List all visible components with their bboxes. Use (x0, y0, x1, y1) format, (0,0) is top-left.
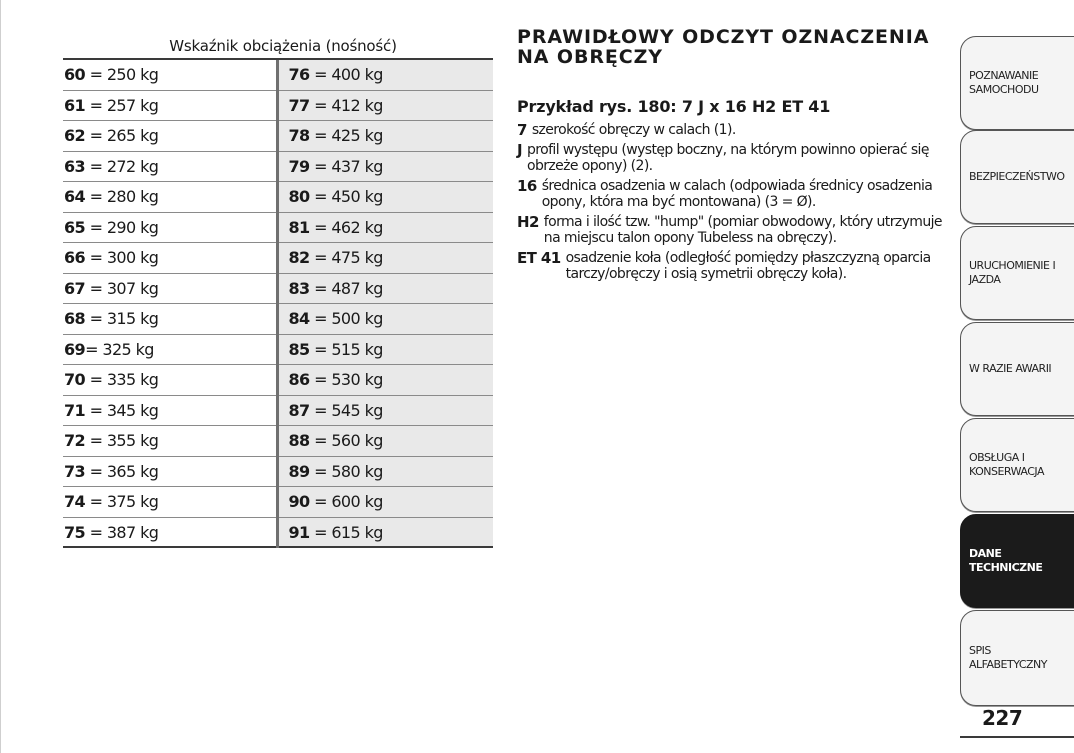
load-index-number: 61 (64, 95, 86, 115)
table-cell-right (279, 60, 494, 91)
definition-item (517, 250, 947, 282)
table-row (63, 426, 493, 457)
table-cell-left (63, 182, 276, 213)
table-row (63, 518, 493, 549)
table-cell-left (63, 487, 276, 518)
definition-term: 16 (517, 177, 537, 195)
load-capacity-value: = 365 kg (85, 461, 159, 481)
load-capacity-value: = 345 kg (85, 400, 159, 420)
table-row (63, 457, 493, 488)
table-row (63, 396, 493, 427)
chapter-tabs (960, 0, 1074, 753)
table-body (63, 60, 493, 548)
table-cell-right (279, 457, 494, 488)
table-cell-right (279, 365, 494, 396)
load-index-number: 87 (288, 400, 310, 420)
table-cell-right (279, 487, 494, 518)
table-row (63, 121, 493, 152)
load-index-number: 64 (64, 187, 86, 206)
section-title (517, 27, 947, 67)
page-edge (0, 0, 1, 753)
table-row (63, 182, 493, 213)
load-index-table (63, 36, 493, 548)
load-capacity-value: = 335 kg (85, 370, 159, 389)
load-index-number: 65 (64, 217, 86, 237)
load-capacity-value: = 375 kg (85, 492, 159, 511)
tab-label: POZNAWANIE SAMOCHODU (969, 69, 1039, 96)
definition-term: H2 (517, 213, 539, 231)
load-capacity-value: = 530 kg (309, 370, 383, 389)
load-index-number: 88 (288, 431, 310, 450)
table-cell-right (279, 518, 494, 549)
tab-label: BEZPIECZEŃSTWO (969, 170, 1065, 183)
table-cell-left (63, 396, 276, 427)
definition-term: 7 (517, 121, 527, 139)
tab-label: SPIS ALFABETYCZNY (969, 644, 1047, 671)
load-capacity-value: = 412 kg (309, 95, 383, 115)
tab-poznawanie-samochodu[interactable] (960, 36, 1074, 130)
load-index-number: 81 (288, 217, 310, 237)
table-cell-left (63, 152, 276, 183)
table-cell-left (63, 335, 276, 366)
table-row (63, 91, 493, 122)
definition-term: ET 41 (517, 249, 561, 267)
table-cell-right (279, 396, 494, 427)
load-capacity-value: = 315 kg (85, 309, 159, 328)
load-index-number: 71 (64, 400, 86, 420)
tab-label: DANE TECHNICZNE (969, 547, 1043, 574)
load-capacity-value: = 300 kg (85, 248, 159, 267)
load-index-number: 63 (64, 156, 86, 176)
load-capacity-value: = 307 kg (85, 278, 159, 298)
table-row (63, 243, 493, 274)
definition-item (517, 122, 947, 138)
table-cell-right (279, 182, 494, 213)
load-capacity-value: = 400 kg (309, 65, 383, 84)
table-row (63, 304, 493, 335)
table-cell-left (63, 121, 276, 152)
page-number-rule (960, 736, 1074, 738)
load-capacity-value: = 437 kg (309, 156, 383, 176)
tab-spis-alfabetyczny[interactable] (960, 610, 1074, 706)
load-capacity-value: = 580 kg (309, 461, 383, 481)
table-cell-right (279, 152, 494, 183)
definition-description: profil występu (występ boczny, na którym powinno opierać się obrzeże opony) (2). (526, 142, 929, 174)
definition-list (517, 122, 947, 282)
tab-label: W RAZIE AWARII (969, 362, 1052, 375)
load-index-number: 62 (64, 126, 86, 145)
load-index-number: 70 (64, 370, 86, 389)
load-index-number: 72 (64, 431, 86, 450)
section-title-line1: PRAWIDŁOWY ODCZYT OZNACZENIA (517, 26, 930, 48)
load-index-number: 83 (288, 278, 310, 298)
table-row (63, 152, 493, 183)
example-heading: Przykład rys. 180: 7 J x 16 H2 ET 41 (517, 97, 831, 116)
definition-item (517, 214, 947, 246)
table-row (63, 213, 493, 244)
load-capacity-value: = 387 kg (85, 522, 159, 542)
load-index-number: 90 (288, 492, 310, 511)
load-capacity-value: = 325 kg (85, 339, 154, 359)
load-index-number: 82 (288, 248, 310, 267)
table-cell-right (279, 243, 494, 274)
load-capacity-value: = 462 kg (309, 217, 383, 237)
load-index-number: 67 (64, 278, 86, 298)
load-index-number: 78 (288, 126, 310, 145)
table-cell-left (63, 304, 276, 335)
load-index-number: 76 (288, 65, 310, 84)
load-index-number: 77 (288, 95, 310, 115)
section-title-line2: NA OBRĘCZY (517, 46, 663, 68)
load-capacity-value: = 290 kg (85, 217, 159, 237)
definition-description: średnica osadzenia w calach (odpowiada średnicy osadzenia opony, która ma być montowana) (3 = Ø). (541, 178, 933, 210)
definition-item (517, 178, 947, 210)
tab-uruchomienie-i-jazda[interactable] (960, 226, 1074, 320)
load-capacity-value: = 615 kg (309, 522, 383, 542)
table-cell-left (63, 365, 276, 396)
table-cell-left (63, 274, 276, 305)
load-index-number: 80 (288, 187, 310, 206)
table-cell-left (63, 91, 276, 122)
load-index-number: 86 (288, 370, 310, 389)
table-cell-right (279, 274, 494, 305)
load-capacity-value: = 425 kg (309, 126, 383, 145)
table-cell-right (279, 121, 494, 152)
tab-obsługa-i-konserwacja[interactable] (960, 418, 1074, 512)
load-index-number: 66 (64, 248, 86, 267)
tab-w-razie-awarii[interactable] (960, 322, 1074, 416)
table-cell-right (279, 335, 494, 366)
table-row (63, 365, 493, 396)
load-index-number: 68 (64, 309, 86, 328)
load-capacity-value: = 450 kg (309, 187, 383, 206)
load-index-number: 79 (288, 156, 310, 176)
table-cell-right (279, 91, 494, 122)
load-capacity-value: = 475 kg (309, 248, 383, 267)
tab-label: OBSŁUGA I KONSERWACJA (969, 451, 1044, 478)
load-index-number: 60 (64, 65, 86, 84)
load-capacity-value: = 272 kg (85, 156, 159, 176)
load-capacity-value: = 280 kg (85, 187, 159, 206)
definition-term: J (517, 141, 522, 159)
table-cell-left (63, 518, 276, 549)
page-number: 227 (982, 706, 1023, 730)
table-cell-right (279, 426, 494, 457)
tab-bezpieczeństwo[interactable] (960, 130, 1074, 224)
load-capacity-value: = 560 kg (309, 431, 383, 450)
table-row (63, 335, 493, 366)
load-index-number: 73 (64, 461, 86, 481)
load-capacity-value: = 257 kg (85, 95, 159, 115)
table-cell-right (279, 213, 494, 244)
load-capacity-value: = 500 kg (309, 309, 383, 328)
table-title: Wskaźnik obciążenia (nośność) (169, 37, 397, 55)
definition-item (517, 142, 947, 174)
load-capacity-value: = 600 kg (309, 492, 383, 511)
table-cell-left (63, 213, 276, 244)
definition-description: forma i ilość tzw. "hump" (pomiar obwodowy, który utrzymuje na miejscu talon opony Tubeless na obręczy). (543, 214, 942, 246)
load-index-number: 91 (288, 522, 310, 542)
rim-marking-section (517, 27, 947, 286)
definition-description: osadzenie koła (odległość pomiędzy płaszczyzną oparcia tarczy/obręczy i osią symetrii obręczy koła). (565, 250, 931, 282)
table-row (63, 274, 493, 305)
load-index-number: 84 (288, 309, 310, 328)
load-capacity-value: = 487 kg (309, 278, 383, 298)
table-cell-right (279, 304, 494, 335)
load-capacity-value: = 355 kg (85, 431, 159, 450)
tab-label: URUCHOMIENIE I JAZDA (969, 259, 1056, 286)
table-cell-left (63, 426, 276, 457)
definition-description: szerokość obręczy w calach (1). (531, 122, 736, 138)
tab-dane-techniczne[interactable] (960, 514, 1074, 608)
load-capacity-value: = 515 kg (309, 339, 383, 359)
load-index-number: 89 (288, 461, 310, 481)
load-capacity-value: = 265 kg (85, 126, 159, 145)
load-index-number: 69 (64, 339, 86, 359)
load-capacity-value: = 545 kg (309, 400, 383, 420)
table-cell-left (63, 60, 276, 91)
table-row (63, 487, 493, 518)
load-index-number: 74 (64, 492, 86, 511)
load-index-number: 75 (64, 522, 86, 542)
table-cell-left (63, 457, 276, 488)
load-capacity-value: = 250 kg (85, 65, 159, 84)
load-index-number: 85 (288, 339, 310, 359)
table-cell-left (63, 243, 276, 274)
table-row (63, 60, 493, 91)
